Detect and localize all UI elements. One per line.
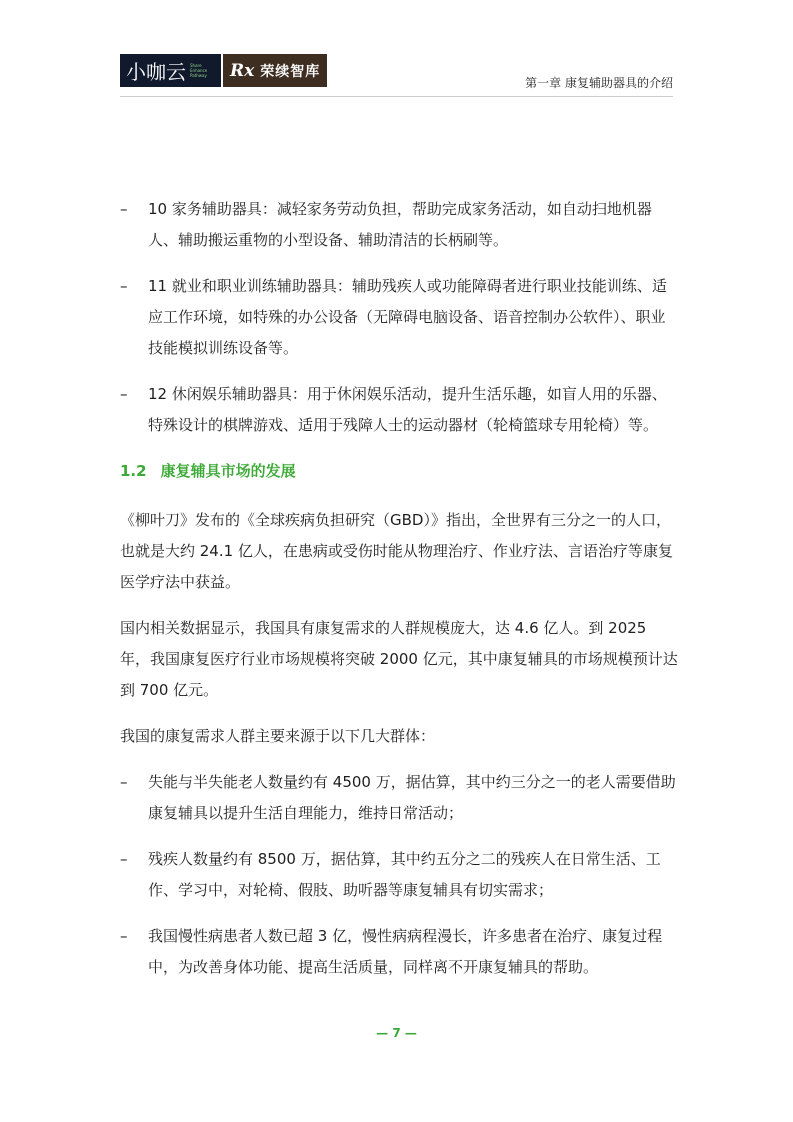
list-item-text: 10 家务辅助器具：减轻家务劳动负担，帮助完成家务活动，如自动扫地机器人、辅助搬运重物的小型设备、辅助清洁的长柄刷等。	[148, 200, 652, 249]
section-number: 1.2	[120, 462, 147, 480]
list-item	[120, 921, 680, 983]
bullet-marker: –	[120, 773, 128, 791]
paragraph: 我国的康复需求人群主要来源于以下几大群体：	[120, 727, 436, 745]
paragraph: 国内相关数据显示，我国具有康复需求的人群规模庞大，达 4.6 亿人。到 2025 年，我国康复医疗行业市场规模将突破 2000 亿元，其中康复辅具的市场规模预计达到 700 亿元。	[120, 619, 678, 699]
list-item-text: 我国慢性病患者人数已超 3 亿，慢性病病程漫长，许多患者在治疗、康复过程中，为改善身体功能、提高生活质量，同样离不开康复辅具的帮助。	[148, 927, 663, 976]
chapter-title: 第一章 康复辅助器具的介绍	[525, 76, 673, 90]
list-item-text: 残疾人数量约有 8500 万，据估算，其中约五分之二的残疾人在日常生活、工作、学习中，对轮椅、假肢、助听器等康复辅具有切实需求；	[148, 850, 661, 899]
bullet-marker: –	[120, 850, 128, 868]
xiaokayun-logo-tagline: Share Enhance Pathway	[190, 63, 208, 78]
list-item	[120, 767, 680, 829]
page-content	[120, 194, 680, 998]
list-item-text: 12 休闲娱乐辅助器具：用于休闲娱乐活动，提升生活乐趣，如盲人用的乐器、特殊设计的棋牌游戏、适用于残障人士的运动器材（轮椅篮球专用轮椅）等。	[148, 385, 667, 434]
list-item	[120, 379, 680, 441]
section-heading	[120, 456, 680, 487]
list-item-text: 失能与半失能老人数量约有 4500 万，据估算，其中约三分之一的老人需要借助康复辅具以提升生活自理能力，维持日常活动；	[148, 773, 676, 822]
bullet-marker: –	[120, 200, 128, 218]
xiaokayun-logo-text: 小咖云	[126, 60, 186, 84]
bullet-marker: –	[120, 277, 128, 295]
section-title: 康复辅具市场的发展	[160, 462, 296, 480]
rongxu-logo-text: 荣续智库	[260, 63, 321, 80]
list-item-text: 11 就业和职业训练辅助器具：辅助残疾人或功能障碍者进行职业技能训练、适应工作环境，如特殊的办公设备（无障碍电脑设备、语音控制办公软件）、职业技能模拟训练设备等。	[148, 277, 667, 357]
page-number: — 7 —	[376, 1026, 417, 1040]
list-item	[120, 271, 680, 364]
rongxu-logo	[223, 54, 327, 87]
bullet-marker: –	[120, 385, 128, 403]
rx-icon: Rx	[230, 60, 255, 81]
header-logos	[120, 54, 327, 87]
list-item	[120, 194, 680, 256]
list-item	[120, 844, 680, 906]
bullet-marker: –	[120, 927, 128, 945]
xiaokayun-logo	[120, 54, 221, 87]
header-divider	[120, 96, 673, 97]
paragraph: 《柳叶刀》发布的《全球疾病负担研究（GBD）》指出，全世界有三分之一的人口，也就是大约 24.1 亿人，在患病或受伤时能从物理治疗、作业疗法、言语治疗等康复医学疗法中获益。	[120, 511, 673, 591]
